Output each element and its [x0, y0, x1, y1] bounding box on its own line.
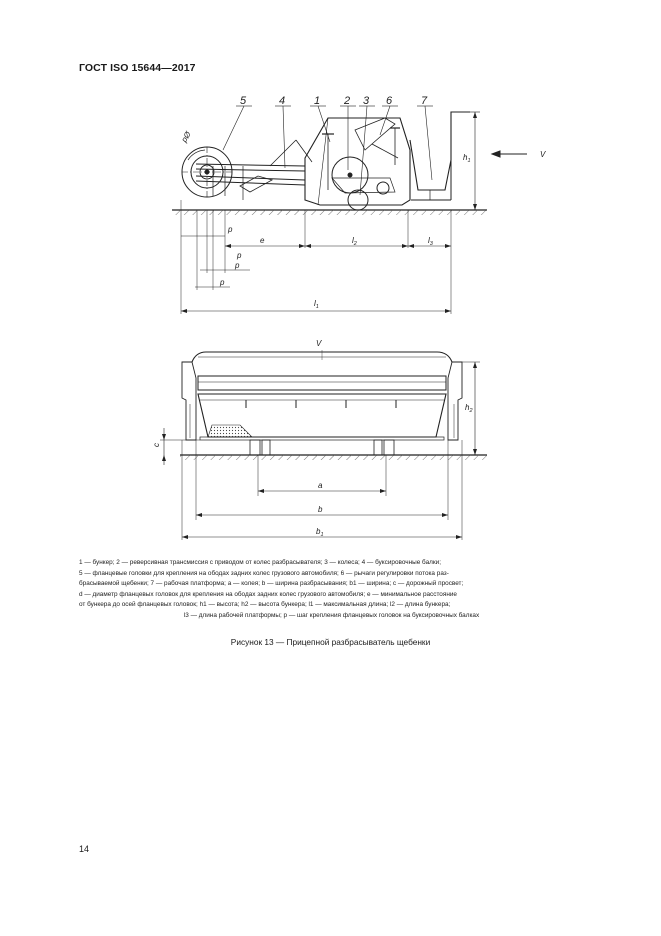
- dim-h2-label: $h_2$: [465, 403, 473, 414]
- working-platform: [410, 112, 470, 190]
- legend-line-1: 1 — бункер; 2 — реверсивная трансмиссия с приводом от колес разбрасывателя; 3 — колеса; 4 — буксировочные балки;: [79, 559, 441, 566]
- callout-2: 2: [344, 95, 351, 107]
- dim-p-label-1: p: [228, 225, 233, 234]
- callout-5: 5: [240, 95, 247, 107]
- dim-v-label: V: [540, 150, 546, 159]
- callout-1: 1: [314, 95, 321, 107]
- document-header: ГОСТ ISO 15644—2017: [79, 62, 196, 74]
- legend-line-6: l3 — длина рабочей платформы; p — шаг крепления фланцевых головок на буксировочных балках: [183, 611, 480, 619]
- callout-3: 3: [363, 95, 370, 107]
- front-view: [160, 350, 487, 540]
- front-v-label: V: [316, 339, 322, 348]
- callout-7: 7: [421, 95, 428, 107]
- dim-p-label-2: p: [237, 251, 242, 260]
- page-number: 14: [79, 844, 90, 854]
- figure-legend: [79, 558, 584, 622]
- callout-6: 6: [386, 95, 393, 107]
- figure-caption: Рисунок 13 — Прицепной разбрасыватель щебенки: [230, 637, 431, 647]
- legend-line-4: d — диаметр фланцевых головок для крепления на ободах задних колес грузового автомобиля; e — минимальное расстояние: [79, 590, 457, 598]
- legend-line-2: 5 — фланцевые головки для крепления на ободах задних колес грузового автомобиля; 6 — рычаги регулировки потока раз-: [79, 569, 449, 577]
- dim-p-label-3: p: [235, 261, 240, 270]
- callout-4: 4: [279, 95, 286, 107]
- dim-e-label: e: [260, 236, 265, 245]
- dim-b-label: b: [318, 505, 323, 514]
- dim-l3-label: $l_3$: [428, 236, 433, 247]
- dim-b1-label: $b_1$: [316, 527, 324, 538]
- dim-a-label: a: [318, 481, 323, 490]
- side-view: [172, 106, 527, 314]
- hopper-top: [198, 376, 446, 390]
- dim-l2-label: $l_2$: [352, 236, 357, 247]
- dim-d-label: pØ: [179, 129, 193, 144]
- dim-l1-label: $l_1$: [314, 299, 319, 310]
- legend-line-5: от бункера до осей фланцевых головок; h1 — высота; h2 — высота бункера; l1 — максимальная длина; l2 — длина бункера;: [79, 601, 451, 609]
- dim-c-label: c: [152, 443, 161, 447]
- legend-line-3: брасываемой щебенки; 7 — рабочая платформа; a — колея; b — ширина разбрасывания; b1 — ширина; c — дорожный просвет;: [79, 580, 464, 588]
- dim-p-label-4: p: [220, 278, 225, 287]
- dim-h1-label: $h_1$: [463, 153, 471, 164]
